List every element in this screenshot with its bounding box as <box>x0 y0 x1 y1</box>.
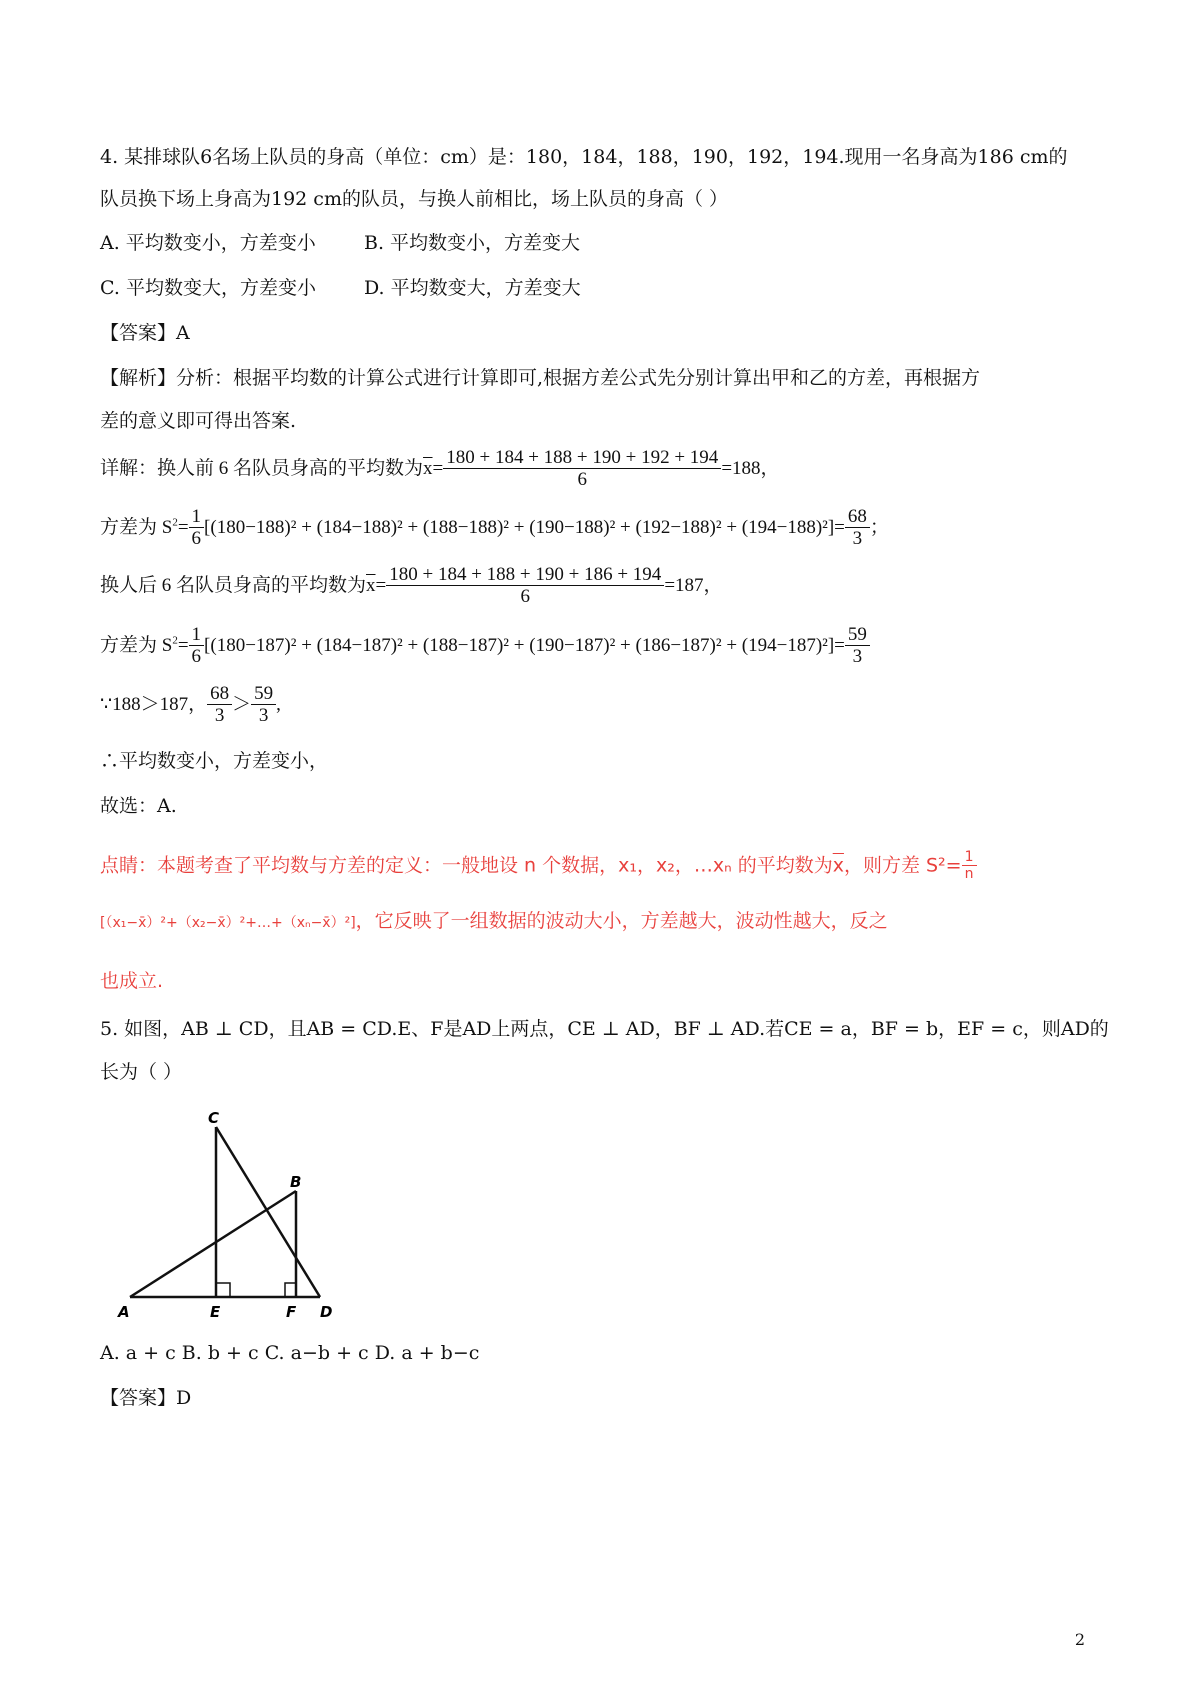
q5-options: A. a + c B. b + c C. a−b + c D. a + b−c <box>100 1342 480 1364</box>
variance-after-terms: [(180−187)² + (184−187)² + (188−187)² + (190−187)² + (186−187)² + (194−187)²]= <box>204 634 845 656</box>
because-gt: ＞ <box>232 693 252 715</box>
q4-note-line3: 也成立. <box>100 970 164 992</box>
variance-after-result-den: 3 <box>852 645 863 667</box>
note-text-1: 点睛：本题考查了平均数与方差的定义：一般地设 n 个数据，x₁，x₂，…xₙ 的平均数为 <box>100 854 833 877</box>
mean-after-numerator: 180 + 184 + 188 + 190 + 186 + 194 <box>386 565 664 586</box>
note-text-mid: ，则方差 S²= <box>843 854 962 877</box>
mean-after-result: =187， <box>664 574 723 596</box>
variance-before-result-den: 3 <box>852 527 863 549</box>
label-b: B <box>290 1173 302 1191</box>
geometry-figure <box>110 1105 350 1325</box>
variance-after-coef-num: 1 <box>189 625 205 646</box>
mean-after-denominator: 6 <box>520 585 531 607</box>
note-frac-num: 1 <box>962 850 977 866</box>
variance-after-label: 方差为 S <box>100 634 173 656</box>
variance-before-coef-num: 1 <box>189 507 205 528</box>
q4-option-c: C. 平均数变大，方差变小 <box>100 277 316 299</box>
right-angle-f <box>285 1283 296 1297</box>
mean-before-numerator: 180 + 184 + 188 + 190 + 192 + 194 <box>443 448 721 469</box>
variance-before-end: ； <box>869 516 889 538</box>
q4-variance-before: 方差为 $S^2=$ $\frac{1}{6}$ [(180−188)² + (184−188)² + (188−188)² + (190−188)² + (192−188)² + (194−188)²]= $\frac{68}{3}$ ； <box>100 506 889 549</box>
variance-after-result-num: 59 <box>845 625 870 646</box>
variance-before-result-num: 68 <box>845 507 870 528</box>
because-a-num: 68 <box>207 684 232 705</box>
label-c: C <box>208 1109 220 1127</box>
mean-before-result: =188， <box>721 457 780 479</box>
q4-mean-after: 换人后 6 名队员身高的平均数为$\overline{x}=$ $\frac{180 + 184 + 188 + 190 + 186 + 194}{6}$ =187， <box>100 564 723 607</box>
segment-cd <box>216 1127 320 1297</box>
q4-mean-before: 详解：换人前 6 名队员身高的平均数为$\overline{x}=$ $\frac{180 + 184 + 188 + 190 + 192 + 194}{6}$ =188， <box>100 447 780 490</box>
variance-before-label: 方差为 S <box>100 516 173 538</box>
q4-line2: 队员换下场上身高为192 cm的队员，与换人前相比，场上队员的身高（ ） <box>100 188 729 210</box>
mean-before-label: 详解：换人前 6 名队员身高的平均数为 <box>100 457 424 479</box>
q4-answer: 【答案】A <box>100 322 190 344</box>
label-e: E <box>210 1303 221 1321</box>
q4-analysis-line2: 差的意义即可得出答案. <box>100 410 297 432</box>
q4-option-d: D. 平均数变大，方差变大 <box>364 277 581 299</box>
label-f: F <box>286 1303 297 1321</box>
q4-choose: 故选：A. <box>100 795 177 817</box>
note-mean-symbol: $\overline{x}$ <box>832 854 844 877</box>
q4-note-line2 <box>100 912 888 931</box>
q4-therefore: ∴平均数变小，方差变小， <box>100 750 329 772</box>
note-frac-den: n <box>964 865 974 882</box>
right-angle-e <box>216 1283 230 1297</box>
mean-symbol: $\overline{x}$ <box>423 457 433 479</box>
variance-before-terms: [(180−188)² + (184−188)² + (188−188)² + (190−188)² + (192−188)² + (194−188)²]= <box>204 516 845 538</box>
q5-line1: 5. 如图，AB ⊥ CD，且AB = CD.E、F是AD上两点，CE ⊥ AD，BF ⊥ AD.若CE = a，BF = b，EF = c，则AD的 <box>100 1018 1109 1040</box>
because-end: , <box>276 693 281 715</box>
q4-note-line1 <box>100 850 977 882</box>
segment-ab <box>130 1191 296 1297</box>
variance-after-coef-den: 6 <box>191 645 202 667</box>
q5-line2: 长为（ ） <box>100 1061 183 1083</box>
mean-symbol: $\overline{x}$ <box>366 574 376 596</box>
note-text-2: ，它反映了一组数据的波动大小，方差越大，波动性越大，反之 <box>355 910 888 932</box>
q4-option-a: A. 平均数变小，方差变小 <box>100 232 316 254</box>
note-formula: [（x₁−x̄）²+（x₂−x̄）²+…+（xₙ−x̄）²] <box>100 915 356 931</box>
variance-before-coef-den: 6 <box>191 527 202 549</box>
q4-analysis-line1: 【解析】分析：根据平均数的计算公式进行计算即可,根据方差公式先分别计算出甲和乙的方差，再根据方 <box>100 367 981 389</box>
label-d: D <box>320 1303 333 1321</box>
because-a-den: 3 <box>214 704 225 726</box>
because-b-num: 59 <box>251 684 276 705</box>
because-b-den: 3 <box>258 704 269 726</box>
q4-line1: 4. 某排球队6名场上队员的身高（单位：cm）是：180，184，188，190，192，194.现用一名身高为186 cm的 <box>100 146 1068 168</box>
mean-before-denominator: 6 <box>577 468 588 490</box>
q4-option-b: B. 平均数变小，方差变大 <box>364 232 581 254</box>
q4-because <box>100 684 281 727</box>
mean-after-label: 换人后 6 名队员身高的平均数为 <box>100 574 367 596</box>
q5-answer: 【答案】D <box>100 1387 192 1409</box>
q4-variance-after: 方差为 $S^2=$ $\frac{1}{6}$ [(180−187)² + (184−187)² + (188−187)² + (190−187)² + (186−187)² + (194−187)²]= $\frac{59}{3}$ <box>100 625 870 668</box>
page-number: 2 <box>1074 1630 1085 1649</box>
because-text: ∵188＞187， <box>100 693 208 715</box>
label-a: A <box>118 1303 130 1321</box>
